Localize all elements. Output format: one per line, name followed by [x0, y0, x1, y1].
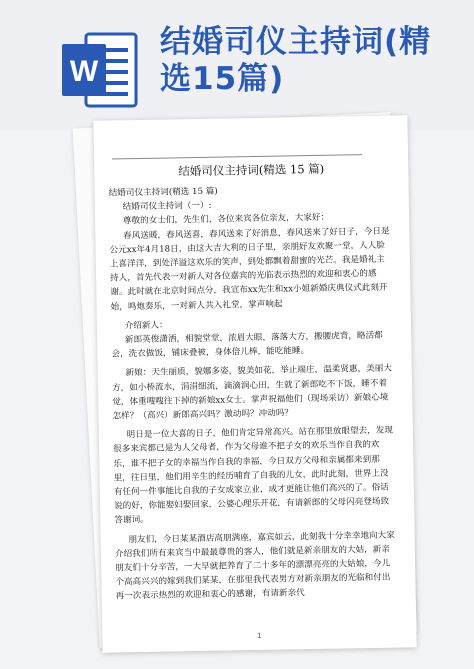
page-number: 1	[257, 631, 262, 640]
doc-paragraph: 春风送暖，春风送喜，春风送来了好消息，春风送来了好日子，今日是公元xx年4月18日，由这大吉大利的日子里，亲朋好友欢聚一堂，人人脸上喜洋洋，到处洋溢这欢乐的笑声，到处都飘着甜蜜的光芒。我是婚礼主持人，首先代表一对新人对各位嘉宾的光临表示热烈的欢迎和衷心的感谢。此时就在北京时间点分，我宣布xx先生和xx小姐新婚庆典仪式此刻开始，鸣炮奏乐，一对新人共入礼堂，掌声响起	[109, 226, 390, 313]
word-document-icon	[60, 30, 140, 110]
doc-paragraph: 结婚司仪主持词（一）:	[122, 200, 212, 213]
doc-paragraph: 朋友们，今日某某酒店高朋满座，嘉宾如云，此刻我十分幸幸地向大家介绍我们所有来宾当中最最尊贵的客人，他们就是新亲朋友的大姑，新亲朋友们十分辛苦，一大早就把养育了二十多年的漂漂亮亮的大姑娘，今儿个高高兴兴的嫁到我们某某，在那里我代表男方对新亲朋友的光临和付出再一次表示热烈的欢迎和衷心的感谢，有请新亲代	[114, 530, 395, 602]
page-title: 结婚司仪主持词(精选15篇)	[160, 24, 432, 97]
doc-paragraph: 结婚司仪主持词(精选 15 篇)	[108, 186, 218, 199]
doc-paragraph: 新郎英俊潇洒，相貌堂堂，浓眉大眼，落落大方，搬腰虎背，略活都会，洗衣做饭，铺床叠被，身体倍儿棒，能吃能睡。	[111, 330, 383, 360]
doc-paragraph: 介绍新人：	[124, 320, 168, 332]
document-body	[109, 182, 398, 605]
doc-paragraph: 明日是一位大喜的日子，他们肯定异常高兴。站在那里放眼望去，发现很多来宾都已是为人父母者，作为父母谁不把子女的欢乐当作自我的欢乐，谁不把子女的幸福当作自我的幸福，今日双方父母和亲属都来到那里，往日里，他们用辛生的经历哺育了自我的儿女，此时此刻，世界上没有任何一件事能比自我的子女成家立业，成才更能让他们高兴的了。俗话说的好，你能娶妇娶回家，公婆心理乐开花，有请新郎的父母闪亮登场致答谢词。	[113, 425, 394, 526]
svg-text:W: W	[69, 55, 99, 88]
header-rule	[112, 154, 362, 159]
document-page	[93, 115, 416, 652]
document-heading: 结婚司仪主持词(精选 15 篇)	[178, 161, 325, 179]
doc-paragraph: 尊敬的女士们，先生们，各位来宾各位亲友，大家好：	[122, 213, 330, 227]
doc-paragraph: 新娘：天生丽质，貌娜多姿，貌美如花，举止端庄，温柔贤惠，美丽大方，如小桥流水，涓涓细流，滴滴润心田，生就了新郎吃不下饭，睡不着觉，体重嗖嗖往下掉的新娘xx女士。掌声祝福他们（现场采访）新娘心境怎样？（高兴）新郎高兴吗？激动吗？冲动吗？	[111, 364, 393, 422]
